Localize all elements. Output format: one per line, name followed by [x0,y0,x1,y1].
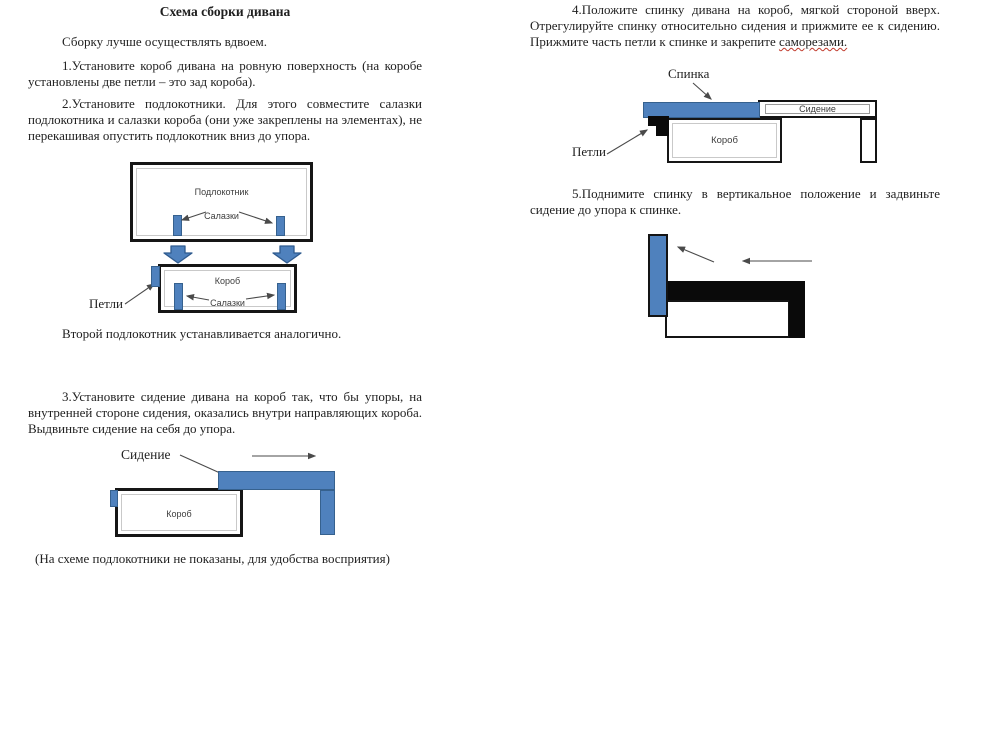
box-label-4: Короб [711,135,738,146]
step-4-spellchecked-word: саморезами. [778,34,848,49]
back-label-d4: Спинка [668,66,710,81]
seat-label-d4: Сидение [765,104,870,114]
box-diagram-3 [115,488,243,537]
hinge-tab-blue-d3 [110,490,118,507]
box-label-1: Короб [214,276,241,286]
box-outline-d5 [665,300,790,338]
step-1-paragraph: 1.Установите короб дивана на ровную поверхность (на коробе установлены две петли – это зад короба). [28,58,422,89]
hinge-black-rect-d4 [656,116,669,136]
step-5-paragraph: 5.Поднимите спинку в вертикальное положение и задвиньте сидение до упора к спинке. [530,186,940,217]
slide-rail-box-right [277,283,286,310]
step-3-paragraph: 3.Установите сидение дивана на короб так, что бы упоры, на внутренней стороне сидения, оказались внутри направляющих короба. Выдвиньте сидение на себя до упора. [28,389,422,436]
slide-rail-armrest-left [173,215,182,236]
callout-arrow-hinges-d1 [125,284,154,304]
hinge-rect-blue [151,266,160,287]
armrest-label: Подлокотник [194,187,249,197]
down-block-arrow-right [273,246,301,263]
down-block-arrow-left [164,246,192,263]
back-vertical-d5 [648,234,668,317]
seat-box-d4 [758,100,877,118]
seat-leg-d4 [860,118,877,163]
step-4-text: 4.Положите спинку дивана на короб, мягкой стороной вверх. Отрегулируйте спинку относительно сидения и прижмите ее к сидению. Прижмите часть петли к спинке и закрепите [530,2,940,49]
seat-black-bar-d5 [668,281,805,300]
slide-rail-armrest-right [276,216,285,236]
step-2-paragraph: 2.Установите подлокотники. Для этого совместите салазки подлокотника и салазки короба (они уже закреплены на элементах), не перекашивая опустить подлокотник вниз до упора. [28,96,422,143]
hinges-label-d4: Петли [572,144,606,159]
intro-paragraph: Сборку лучше осуществлять вдвоем. [62,34,268,49]
page-title: Схема сборки дивана [159,4,291,19]
second-armrest-note: Второй подлокотник устанавливается аналогично. [62,326,342,341]
callout-line-seat-d3 [180,455,220,473]
seat-leg-d3 [320,490,335,535]
slide-rail-box-left [174,283,183,310]
seat-bar-d3 [218,471,335,490]
callout-arrow-back-d4 [693,83,711,99]
seat-label-d3: Сидение [121,447,171,462]
box-label-3: Короб [166,509,192,519]
seat-black-leg-d5 [789,281,805,338]
box-diagram-4 [667,118,782,163]
step-4-paragraph [530,2,940,50]
lift-direction-arrow-d5 [678,247,714,262]
armrests-not-shown-note: (На схеме подлокотники не показаны, для удобства восприятия) [35,551,390,566]
hinges-label-1: Петли [89,296,123,311]
armrest-diagram-box [130,162,313,242]
slides-label-bottom: Салазки [210,298,245,308]
callout-arrow-hinges-d4 [607,130,647,154]
slides-label-top: Салазки [204,211,239,221]
